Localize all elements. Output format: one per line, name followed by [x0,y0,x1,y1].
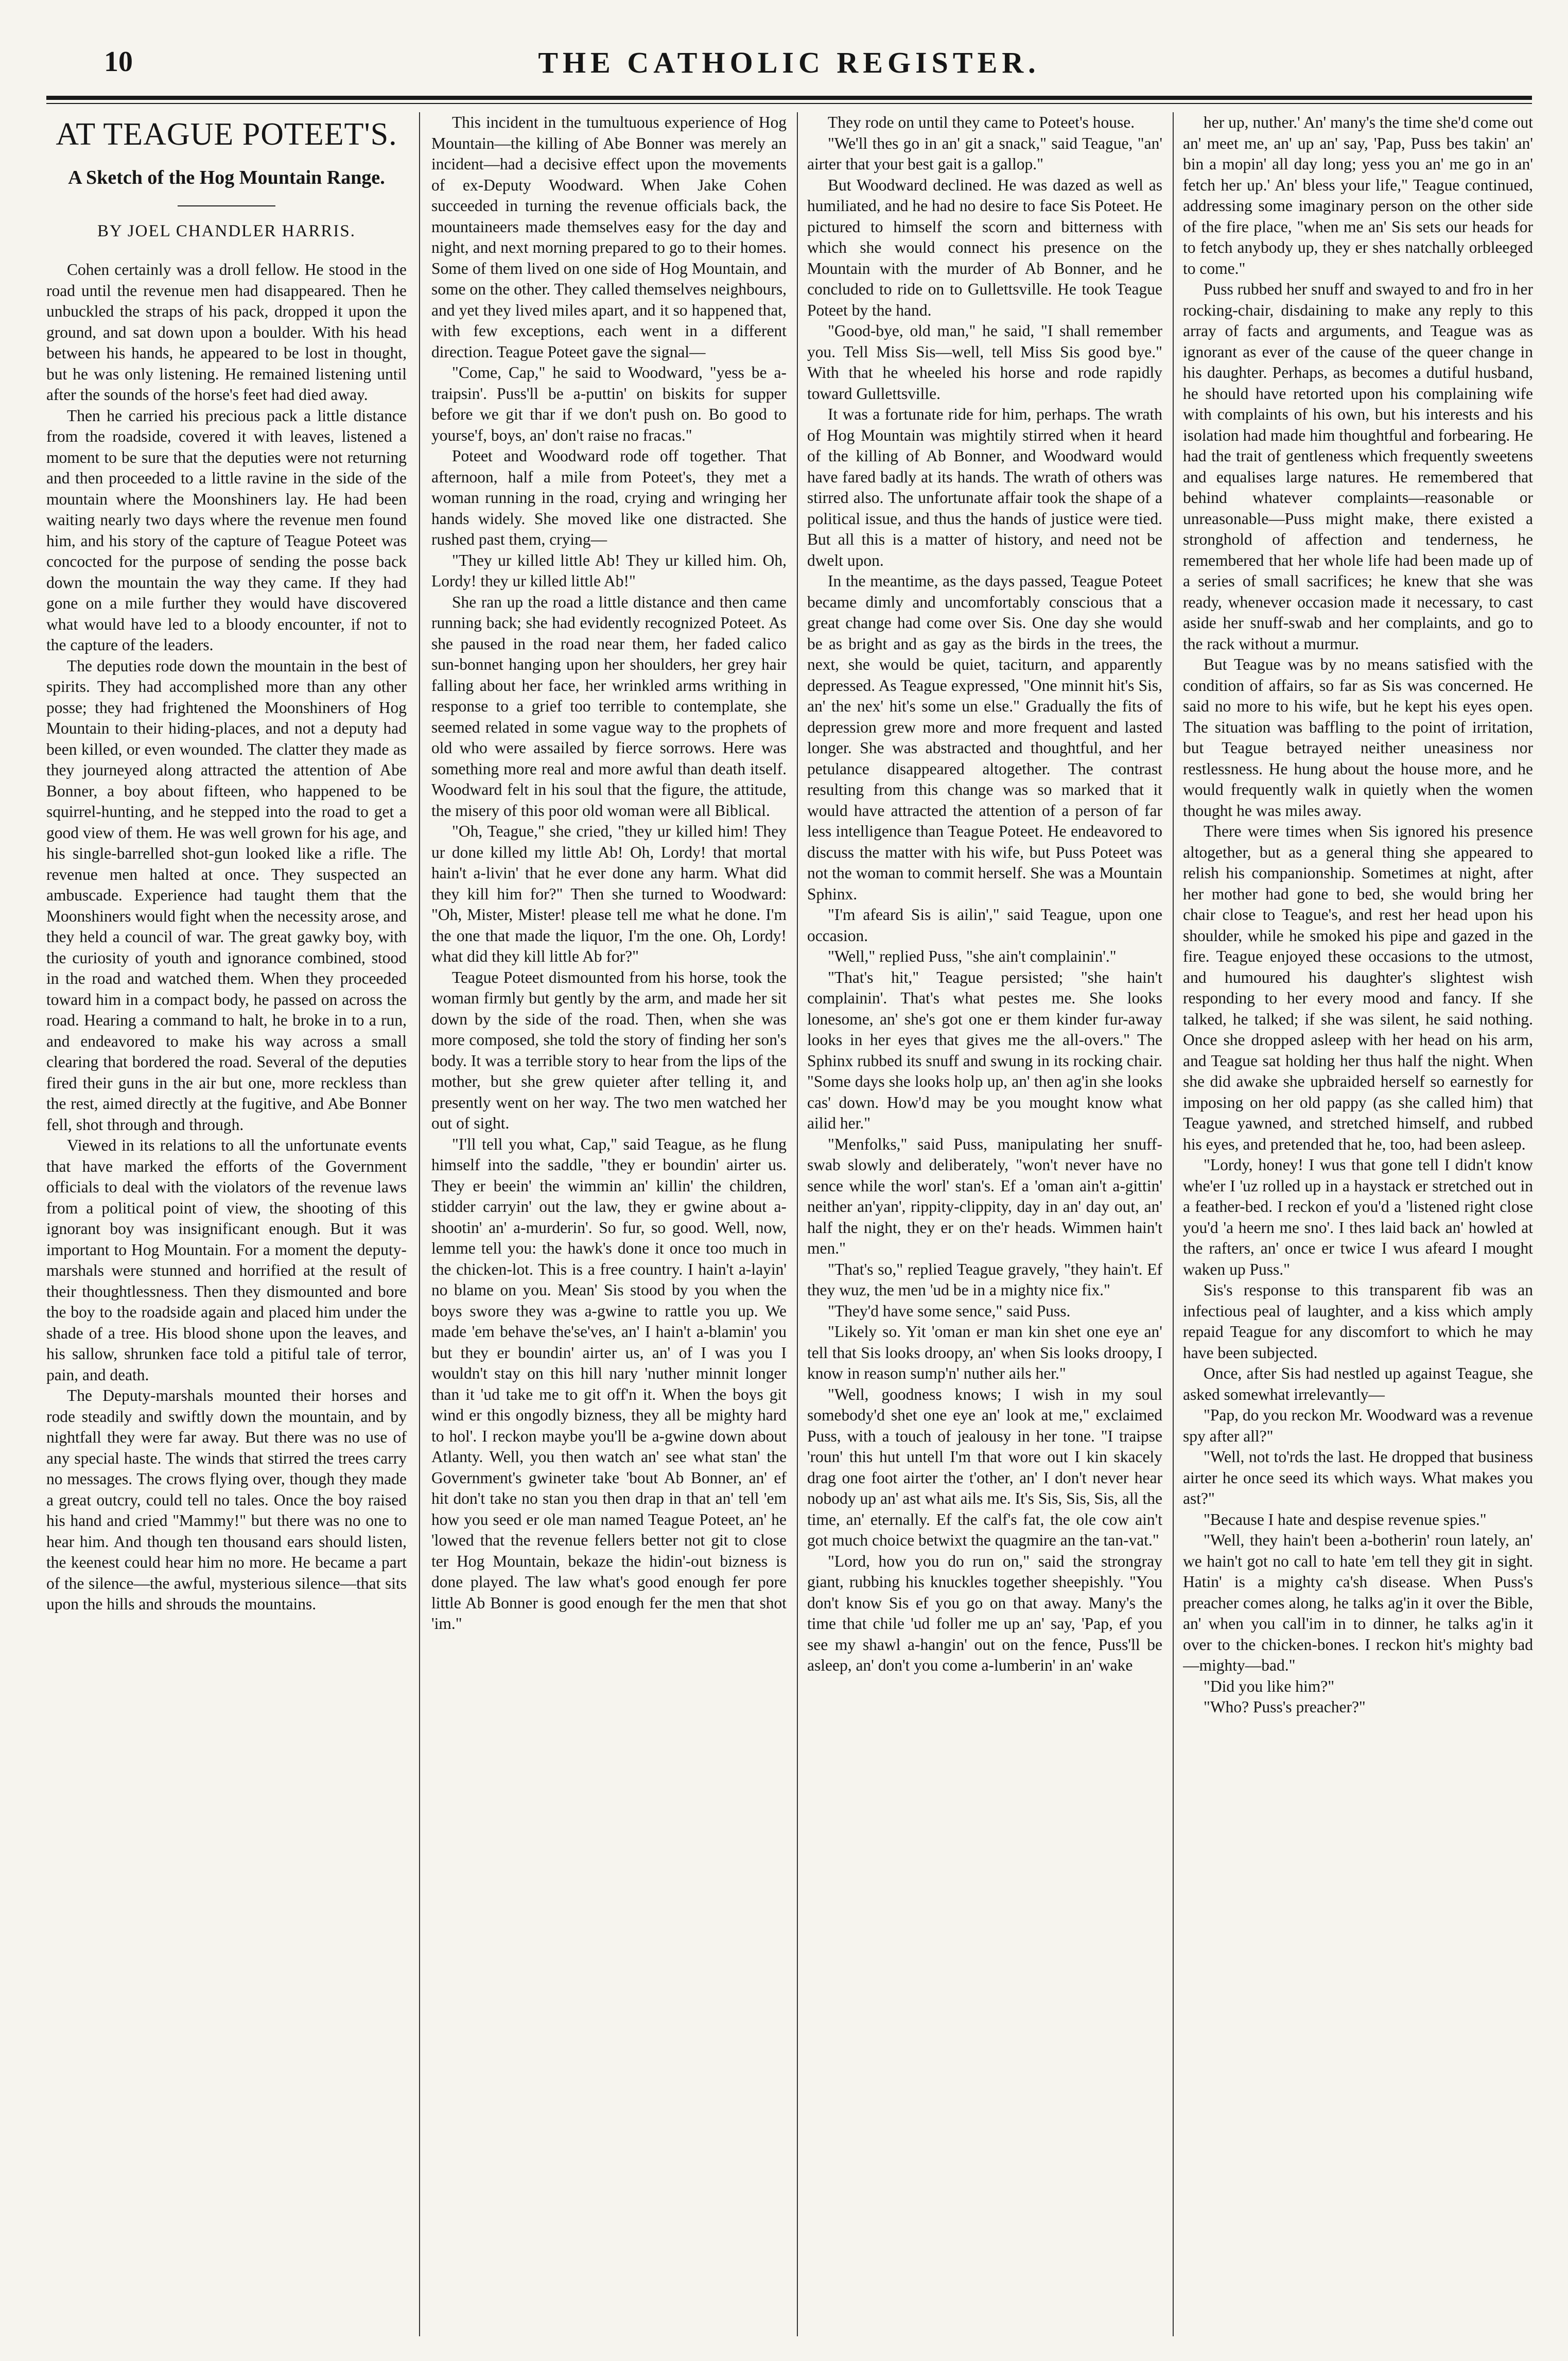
paragraph: "Well, goodness knows; I wish in my soul somebody'd shet one eye an' look at me," exclaimed Puss, with a touch of jealousy in her tone. "I traipse 'roun' this hut untell I'm that wore out I kin skacely drag one foot airter the t'other, an' I don't never hear nobody up an' ast what ails me. It's Sis, Sis, Sis, all the time, an' eternally. Ef the calf's fat, the ole cow ain't got much choice betwixt the quagmire an the tan-vat." [807,1385,1162,1549]
paragraph: "Menfolks," said Puss, manipulating her snuff-swab slowly and deliberately, "won't never have no sence while the worl' stan's. Ef a 'oman ain't a-gittin' neither an'yan', rippity-clippity, day in an' day out, an' half the night, they er on the'r heads. Wimmen hain't men." [807,1135,1162,1257]
paragraph: "I'm afeard Sis is ailin'," said Teague, upon one occasion. [807,906,1162,945]
column-4 [1183,112,1533,2336]
masthead-rule-thin [46,103,1532,104]
paragraph: This incident in the tumultuous experience of Hog Mountain—the killing of Abe Bonner was merely an incident—had a decisive effect upon the movements of ex-Deputy Woodward. When Jake Cohen succeeded in turning the revenue officials back, the mountaineers made themselves easy for the day and night, and next morning prepared to go to their homes. Some of them lived on one side of Hog Mountain, and some on the other. They called themselves neighbours, and yet they lived miles apart, and it so happened that, with few exceptions, each went in a different direction. Teague Poteet gave the signal— [431,113,787,361]
paragraph: Poteet and Woodward rode off together. That afternoon, half a mile from Poteet's, they met a woman running in the road, crying and wringing her hands widely. She moved like one distracted. She rushed past them, crying— [431,447,787,548]
paragraph: "Well, not to'rds the last. He dropped that business airter he once seed its which ways. What makes you ast?" [1183,1448,1533,1507]
newspaper-title: THE CATHOLIC REGISTER. [538,46,1040,79]
section-rule [178,205,275,206]
masthead-rule [46,96,1532,100]
paragraph: It was a fortunate ride for him, perhaps. The wrath of Hog Mountain was mightily stirred when it heard of the killing of Ab Bonner, and Woodward would have fared badly at its hands. The wrath of others was stirred also. The unfortunate affair took the shape of a political issue, and thus the hands of justice were tied. But all this is a matter of history, and need not be dwelt upon. [807,405,1162,569]
paragraph: But Teague was by no means satisfied with the condition of affairs, so far as Sis was concerned. He said no more to his wife, but he kept his eyes open. The situation was baffling to the point of irritation, but Teague betrayed neither uneasiness nor restlessness. He hung about the house more, and he would frequently walk in quietly when the women thought he was miles away. [1183,655,1533,820]
paragraph: her up, nuther.' An' many's the time she'd come out an' meet me, an' up an' say, 'Pap, Puss bes takin' an' bin a mopin' all day long; yess you an' me go in an' fetch her up.' An' bless your life," Teague continued, addressing some imaginary person on the other side of the fire place, "when me an' Sis sets our heads for to fetch anybody up, they er shes natchally orbleeged to come." [1183,113,1533,277]
column-rule [1173,112,1174,2336]
paragraph: "Come, Cap," he said to Woodward, "yess be a-traipsin'. Puss'll be a-puttin' on biskits for supper before we git thar if we don't push on. Bo good to yourse'f, boys, an' don't raise no fracas." [431,363,787,444]
column-rule [797,112,798,2336]
paragraph: "We'll thes go in an' git a snack," said Teague, "an' airter that your best gait is a gallop." [807,134,1162,173]
article-byline: BY JOEL CHANDLER HARRIS. [97,222,356,240]
paragraph: "They'd have some sence," said Puss. [828,1301,1071,1320]
paragraph: "That's hit," Teague persisted; "she hain't complainin'. That's what pestes me. She looks lonesome, an' she's got one er them kinder fur-away looks in her eyes that gives me the all-overs." The Sphinx rubbed its snuff and swung in its rocking chair. "Some days she looks holp up, an' then ag'in she looks cas' down. How'd may be you mought know what ailid her." [807,968,1162,1132]
column-1 [46,112,407,2336]
article-headline: AT TEAGUE POTEET'S. [56,117,397,152]
paragraph: "Lord, how you do run on," said the strongray giant, rubbing his knuckles together sheepishly. "You don't know Sis ef you go on that away. Many's the time that chile 'ud foller me up an' say, 'Pap, ef you see my shawl a-hangin' out on the fence, Puss'll be asleep, an' don't you come a-lumberin' in an' wake [807,1552,1162,1674]
page-number: 10 [104,46,133,78]
paragraph: Then he carried his precious pack a little distance from the roadside, covered it with leaves, listened a moment to be sure that the deputies were not returning and then proceeded to a little ravine in the side of the mountain where the Moonshiners lay. He had been waiting nearly two days where the revenue men found him, and his story of the capture of Teague Poteet was concocted for the purpose of sending the posse back down the mountain the way they came. If they had gone on a mile further they would have discovered what would have led to a bloody encounter, if not to the capture of the leaders. [46,406,407,654]
paragraph: "Lordy, honey! I wus that gone tell I didn't know whe'er I 'uz rolled up in a haystack er stretched out in a feather-bed. I reckon ef you'd a 'listened right close you'd 'a heern me sno'. I thes laid back an' howled at the rafters, an' once er twice I wus afeard I mought waken up Puss." [1183,1156,1533,1278]
paragraph: "They ur killed little Ab! They ur killed him. Oh, Lordy! they ur killed little Ab!" [431,551,787,590]
article-subhead: A Sketch of the Hog Mountain Range. [68,167,385,188]
paragraph: Viewed in its relations to all the unfortunate events that have marked the efforts of the Government officials to deal with the violators of the revenue laws from a political point of view, the shooting of this ignorant boy was insignificant enough. But it was important to Hog Mountain. For a moment the deputy-marshals were stunned and horrified at the result of their thoughtlessness. Then they dismounted and bore the boy to the roadside again and placed him under the shade of a tree. His blood shone upon the leaves, and his sallow, shrunken face told a pitiful tale of terror, pain, and death. [46,1136,407,1384]
paragraph: "Good-bye, old man," he said, "I shall remember you. Tell Miss Sis—well, tell Miss Sis good bye." With that he wheeled his horse and rode rapidly toward Gullettsville. [807,322,1162,403]
masthead [46,45,1532,95]
paragraph: The Deputy-marshals mounted their horses and rode steadily and swiftly down the mountain, and by nightfall they were far away. But there was no use of any special haste. The winds that stirred the trees carry no messages. The crows flying over, though they made a great outcry, could tell no tales. Once the boy raised his hand and cried "Mammy!" but there was no one to hear him. And though ten thousand ears should listen, the keenest could hear him no more. He became a part of the silence—the awful, mysterious silence—that sits upon the hills and shrouds the mountains. [46,1386,407,1613]
paragraph: Teague Poteet dismounted from his horse, took the woman firmly but gently by the arm, and made her sit down by the side of the road. Then, when she was more composed, she told the story of finding her son's body. It was a terrible story to hear from the lips of the mother, but she grew quieter after telling it, and presently went on her way. The two men watched her out of sight. [431,968,787,1132]
paragraph: Puss rubbed her snuff and swayed to and fro in her rocking-chair, disdaining to make any reply to this array of facts and arguments, and Teague was as ignorant as ever of the cause of the queer change in his daughter. Perhaps, as becomes a dutiful husband, he should have retorted upon his complaining wife with complaints of his own, but his interests and his isolation had made him thoughtful and forbearing. He had the trait of gentleness which frequently sweetens and equalises large natures. He remembered that behind whatever complaints—reasonable or unreasonable—Puss might make, there existed a stronghold of affection and tenderness, he remembered that her whole life had been made up of a series of small sacrifices; he knew that she was ready, whenever occasion made it necessary, to cast aside her snuff-swab and her complaints, and go to the rack without a murmur. [1183,280,1533,653]
paragraph: "Who? Puss's preacher?" [1204,1698,1366,1716]
paragraph: "Likely so. Yit 'oman er man kin shet one eye an' tell that Sis looks droopy, an' when Sis looks droopy, I know in reason sump'n' nuther ails her." [807,1323,1162,1382]
paragraph: "Well," replied Puss, "she ain't complainin'." [828,947,1117,965]
paragraph: Once, after Sis had nestled up against Teague, she asked somewhat irrelevantly— [1183,1364,1533,1403]
column-2 [431,112,787,2336]
paragraph: They rode on until they came to Poteet's house. [828,113,1135,131]
paragraph: "I'll tell you what, Cap," said Teague, as he flung himself into the saddle, "they er boundin' airter us. They er beein' the wimmin an' killin' the children, stidder carryin' out the law, they er gwine about a-shootin' an' a-murderin'. So fur, so good. Well, now, lemme tell you: the hawk's done it once too much in the chicken-lot. This is a free country. I hain't a-layin' no blame on you. Mean' Sis stood by you when the boys swore they was a-gwine to rattle you up. We made 'em behave the'se'ves, an' I hain't a-blamin' you but they er boundin' airter us, an' of I was you I wouldn't stay on this hill nary 'nuther minnit longer than it 'ud take me to git off'n it. When the boys git wind er this ongodly bizness, they all be mighty hard to hol'. I reckon maybe you'll be a-gwine down about Atlanty. Well, you then watch an' see what stan' the Government's gwineter take 'bout Ab Bonner, an' ef hit don't take no stan you then drap in that an' tell 'em how you seed er ole man named Teague Poteet, an' he 'lowed that the revenue fellers better not git to close ter Hog Mountain, bekaze the hidin'-out bizness is done played. The law what's good enough fer pore little Ab Bonner is good enough fer the men that shot 'im." [431,1135,787,1633]
paragraph: In the meantime, as the days passed, Teague Poteet became dimly and uncomfortably conscious that a great change had come over Sis. One day she would be as bright and as gay as the birds in the trees, the next, she would be quiet, taciturn, and apparently depressed. As Teague expressed, "One minnit hit's Sis, an' the nex' hit's some un else." Gradually the fits of depression grew more and more frequent and lasted longer. She was abstracted and thoughtful, and her petulance disappeared altogether. The contrast resulting from this change was so marked that it would have attracted the attention of a person of far less intelligence than Teague Poteet. He endeavored to discuss the matter with his wife, but Puss Poteet was not the woman to commit herself. She was a Mountain Sphinx. [807,572,1162,903]
paragraph: "Did you like him?" [1204,1677,1335,1695]
paragraph: "Because I hate and despise revenue spies." [1204,1510,1487,1529]
paragraph: But Woodward declined. He was dazed as well as humiliated, and he had no desire to face Sis Poteet. He pictured to himself the scorn and bitterness with which she would connect his presence on the Mountain with the murder of Ab Bonner, and he concluded to ride on to Gullettsville. He took Teague Poteet by the hand. [807,176,1162,319]
paragraph: "That's so," replied Teague gravely, "they hain't. Ef they wuz, the men 'ud be in a mighty nice fix." [807,1260,1162,1299]
paragraph: There were times when Sis ignored his presence altogether, but as a general thing she appeared to relish his companionship. Sometimes at night, after her mother had gone to bed, she would bring her chair close to Teague's, and rest her head upon his shoulder, while he smoked his pipe and gazed in the fire. Teague enjoyed these occasions to the utmost, and humoured his daughter's slightest wish responding to her every mood and fancy. If she talked, he talked; if she was silent, he said nothing. Once she dropped asleep with her head on his arm, and Teague sat holding her thus half the night. When she did awake she upbraided herself so earnestly for imposing on her old pappy (as she called him) that Teague yawned, and stretched himself, and rubbed his eyes, and pretended that he, too, had been asleep. [1183,822,1533,1153]
column-rule [419,112,420,2336]
paragraph: Cohen certainly was a droll fellow. He stood in the road until the revenue men had disappeared. Then he unbuckled the straps of his pack, dropped it upon the ground, and sat down upon a boulder. With his head between his hands, he appeared to be lost in thought, but he was only listening. He remained listening until after the sounds of the horse's feet had died away. [46,261,407,404]
paragraph: "Pap, do you reckon Mr. Woodward was a revenue spy after all?" [1183,1406,1533,1445]
column-3 [807,112,1162,2336]
paragraph: The deputies rode down the mountain in the best of spirits. They had accomplished more than any other posse; they had frightened the Moonshiners of Hog Mountain to their hiding-places, and not a deputy had been killed, or even wounded. The clatter they made as they journeyed along attracted the attention of Abe Bonner, a boy about fifteen, who happened to be squirrel-hunting, and he stepped into the road to get a good view of them. He was well grown for his age, and his single-barrelled shot-gun looked like a rifle. The revenue men halted at once. They suspected an ambuscade. Experience had taught them that the Moonshiners would fight when the necessity arose, and they held a council of war. The great gawky boy, with the curiosity of youth and ignorance combined, stood in the road and watched them. When they proceeded toward him in a compact body, he passed on across the road. Hearing a command to halt, he broke in to a run, and endeavored to make his way across a small clearing that bordered the road. Several of the deputies fired their guns in the air but one, more reckless than the rest, aimed directly at the fugitive, and Abe Bonner fell, shot through and through. [46,656,407,1134]
paragraph: "Well, they hain't been a-botherin' roun lately, an' we hain't got no call to hate 'em tell they git in sight. Hatin' is a mighty ca'sh disease. When Puss's preacher comes along, he talks ag'in it over the Bible, an' when you call'im in to dinner, he talks ag'in it over to the chicken-bones. I reckon hit's mighty bad—mighty—bad." [1183,1531,1533,1674]
paragraph: She ran up the road a little distance and then came running back; she had evidently recognized Poteet. As she paused in the road near them, her faded calico sun-bonnet hanging upon her shoulders, her grey hair falling about her face, her wrinkled arms writhing in response to a grief too terrible to contemplate, she seemed related in some vague way to the prophets of old who were assailed by fierce sorrows. Here was something more real and more awful than death itself. Woodward felt in his soul that the figure, the attitude, the misery of this poor old woman were all Biblical. [431,593,787,820]
paragraph: "Oh, Teague," she cried, "they ur killed him! They ur done killed my little Ab! Oh, Lordy! that mortal hain't a-livin' that he ever done any harm. What did they kill him for?" Then she turned to Woodward: "Oh, Mister, Mister! please tell me what he done. I'm the one that made the liquor, I'm the one. Oh, Lordy! what did they kill little Ab for?" [431,822,787,965]
paragraph: Sis's response to this transparent fib was an infectious peal of laughter, and a kiss which amply repaid Teague for any discomfort to which he may have been subjected. [1183,1281,1533,1362]
